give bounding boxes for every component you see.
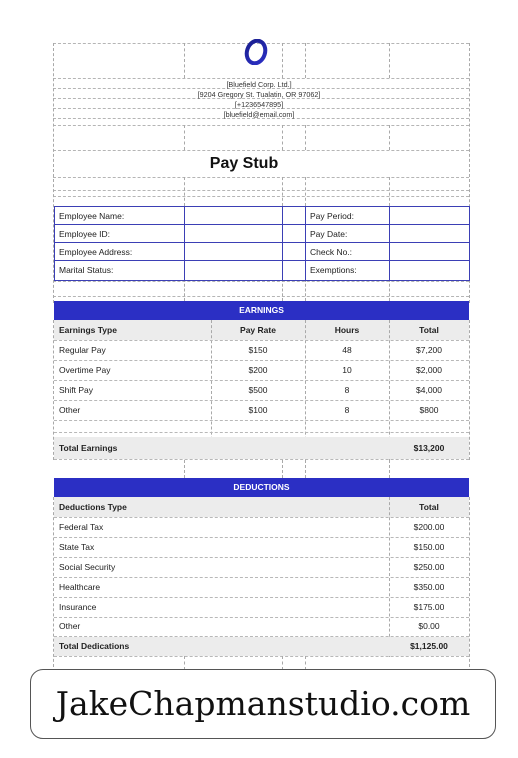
info-row-divider [54,242,469,243]
total-deductions-label: Total Dedications [59,641,130,651]
row-line [54,459,469,460]
grid-line [184,460,185,478]
grid-line [53,196,469,197]
exemptions-label: Exemptions: [310,265,357,275]
total-earnings-value: $13,200 [413,443,445,453]
grid-line [53,78,469,79]
pay-date-label: Pay Date: [310,229,348,239]
grid-line [469,320,470,460]
row-total: $800 [419,405,439,415]
deduction-type: Insurance [59,602,97,612]
deduction-total: $200.00 [413,522,445,532]
watermark-banner: JakeChapmanstudio.com [30,669,496,739]
info-row-divider [54,260,469,261]
earnings-type: Shift Pay [59,385,94,395]
row-line [54,432,469,433]
grid-line [184,279,185,301]
grid-line [184,125,185,150]
row-line [54,537,469,538]
deduction-type: Federal Tax [59,522,104,532]
pay-rate: $500 [248,385,268,395]
row-line [54,617,469,618]
grid-line [389,177,390,206]
deduction-type: Social Security [59,562,116,572]
grid-line [305,43,306,78]
earnings-type: Other [59,405,81,415]
earnings-header-type: Earnings Type [59,325,117,335]
employee-name-label: Employee Name: [59,211,125,221]
grid-line [282,656,283,670]
pay-rate: $150 [248,345,268,355]
grid-line [53,296,469,297]
row-total: $4,000 [416,385,442,395]
grid-line [389,125,390,150]
pay-rate: $200 [248,365,268,375]
grid-line [305,125,306,150]
row-line [54,517,469,518]
row-total: $2,000 [416,365,442,375]
hours: 10 [342,365,352,375]
row-line [54,656,469,657]
grid-line [184,656,185,670]
grid-line [184,43,185,78]
deductions-band: DEDUCTIONS [54,478,469,497]
info-col-divider [305,206,306,280]
page-title: Pay Stub [209,155,279,172]
grid-line [305,460,306,478]
deduction-total: $175.00 [413,602,445,612]
deduction-type: Healthcare [59,582,101,592]
grid-line [305,279,306,301]
row-line [54,340,469,341]
grid-line [282,43,283,78]
deduction-total: $150.00 [413,542,445,552]
deduction-type: State Tax [59,542,95,552]
grid-line [282,177,283,206]
ring-logo-icon [244,39,268,65]
pay-rate: $100 [248,405,268,415]
row-line [54,597,469,598]
employee-address-label: Employee Address: [59,247,133,257]
row-line [54,577,469,578]
company-name: [Bluefield Corp. Ltd.] [226,80,292,89]
grid-line [389,460,390,478]
company-phone: [+1236547895] [234,100,284,109]
marital-status-label: Marital Status: [59,265,114,275]
info-col-divider [389,206,390,280]
hours: 8 [344,385,350,395]
hours: 48 [342,345,352,355]
grid-line [389,43,390,78]
row-line [54,360,469,361]
hours: 8 [344,405,350,415]
info-col-divider [184,206,185,280]
earnings-header-hours: Hours [334,325,360,335]
grid-line [282,460,283,478]
grid-line [469,497,470,672]
employee-id-label: Employee ID: [59,229,111,239]
earnings-header-rate: Pay Rate [240,325,276,335]
pay-period-label: Pay Period: [310,211,354,221]
check-no-label: Check No.: [310,247,353,257]
grid-line [305,656,306,670]
company-address: [9204 Gregory St. Tualatin, OR 97062] [197,90,321,99]
info-row-divider [54,224,469,225]
row-line [54,400,469,401]
row-total: $7,200 [416,345,442,355]
earnings-header-total: Total [419,325,439,335]
company-email: [bluefield@email.com] [223,110,295,119]
earnings-type: Overtime Pay [59,365,111,375]
grid-line [53,125,469,126]
grid-line [53,281,469,282]
deductions-header-type: Deductions Type [59,502,127,512]
total-deductions-value: $1,125.00 [410,641,448,651]
grid-line [389,279,390,301]
deduction-total: $0.00 [418,621,440,631]
grid-line [282,279,283,301]
deduction-type: Other [59,621,81,631]
info-col-divider [282,206,283,280]
grid-line [53,150,469,151]
grid-line [305,177,306,206]
deduction-total: $250.00 [413,562,445,572]
row-line [54,420,469,421]
earnings-band: EARNINGS [54,301,469,320]
deduction-total: $350.00 [413,582,445,592]
row-line [54,380,469,381]
grid-line [53,190,469,191]
total-earnings-label: Total Earnings [59,443,118,453]
row-line [54,557,469,558]
deductions-header-total: Total [419,502,439,512]
grid-line [53,177,469,178]
earnings-type: Regular Pay [59,345,106,355]
grid-line [184,177,185,206]
grid-line [282,125,283,150]
